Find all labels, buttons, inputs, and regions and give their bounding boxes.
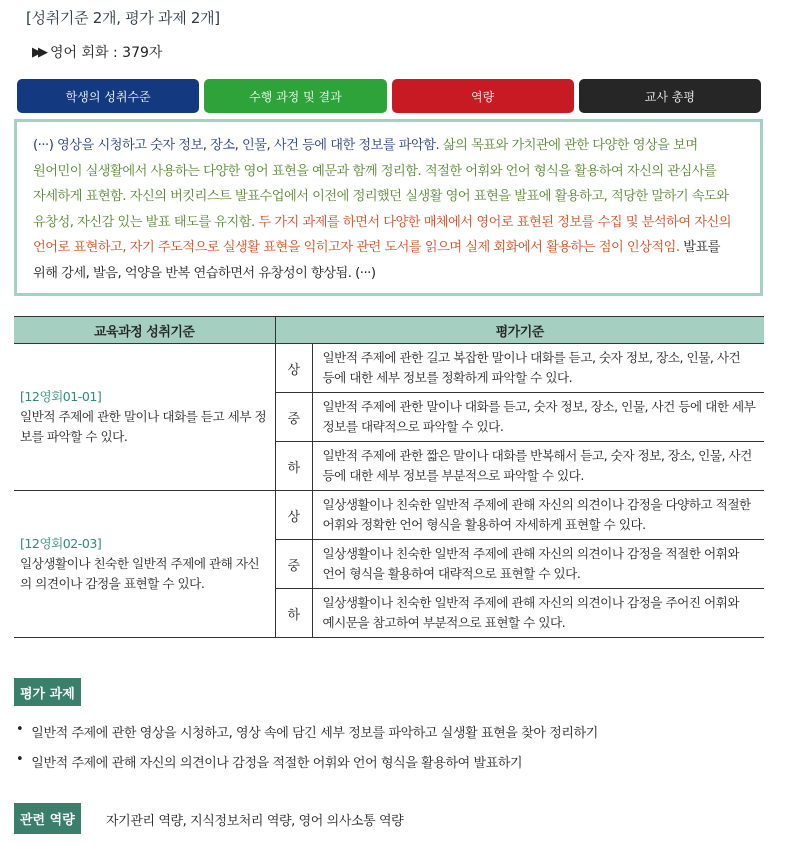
summary-box [14,119,763,296]
standard-text: 일상생활이나 친숙한 일반적 주제에 관해 자신의 의견이나 감정을 표현할 수 있다. [20,556,260,591]
competency-heading: 관련 역량 [14,803,81,834]
summary-competency: 두 가지 과제를 하면서 다양한 매체에서 영어로 표현된 정보를 수집 및 분석하여 자신의 언어로 표현하고, 자기 주도적으로 실생활 표현을 익히고자 관련 도서를 읽으며 실제 회화에서 활용하는 점이 인상적임. [33,214,732,255]
level-label: 하 [275,442,312,491]
criteria-table [14,316,764,638]
level-description: 일반적 주제에 관한 말이나 대화를 듣고, 숫자 정보, 장소, 인물, 사건 등에 대한 세부 정보를 대략적으로 파악할 수 있다. [312,393,764,442]
header-criteria: 평가기준 [275,317,764,344]
level-label: 중 [275,540,312,589]
list-item [16,752,598,782]
level-label: 하 [275,589,312,638]
task-text: 일반적 주제에 관해 자신의 의견이나 감정을 적절한 어휘와 언어 형식을 활용하여 발표하기 [31,756,523,771]
standard-code: [12영회02-03] [20,536,102,551]
level-label: 중 [275,393,312,442]
legend-process: 수행 과정 및 결과 [204,79,386,113]
level-description: 일반적 주제에 관한 길고 복잡한 말이나 대화를 듣고, 숫자 정보, 장소, 인물, 사건 등에 대한 세부 정보를 정확하게 파악할 수 있다. [312,344,764,393]
level-description: 일상생활이나 친숙한 일반적 주제에 관해 자신의 의견이나 감정을 다양하고 적절한 어휘와 정확한 언어 형식을 활용하여 자세하게 표현할 수 있다. [312,491,764,540]
standard-code: [12영회01-01] [20,389,102,404]
level-description: 일상생활이나 친숙한 일반적 주제에 관해 자신의 의견이나 감정을 주어진 어휘와 예시문을 참고하여 부분적으로 표현할 수 있다. [312,589,764,638]
subject-line [32,42,162,62]
legend-competency: 역량 [392,79,574,113]
standard-cell [14,344,275,491]
bullet-icon: • [16,722,24,737]
tasks-heading: 평가 과제 [14,678,81,706]
task-text: 일반적 주제에 관한 영상을 시청하고, 영상 속에 담긴 세부 정보를 파악하고 실생활 표현을 찾아 정리하기 [31,726,598,741]
bullet-icon: • [16,752,24,767]
competency-text: 자기관리 역량, 지식정보처리 역량, 영어 의사소통 역량 [106,814,404,829]
level-description: 일상생활이나 친숙한 일반적 주제에 관해 자신의 의견이나 감정을 적절한 어휘와 언어 형식을 활용하여 대략적으로 표현할 수 있다. [312,540,764,589]
level-description: 일반적 주제에 관한 짧은 말이나 대화를 반복해서 듣고, 숫자 정보, 장소, 인물, 사건 등에 대한 세부 정보를 부분적으로 파악할 수 있다. [312,442,764,491]
task-list [16,722,598,782]
level-label: 상 [275,491,312,540]
legend-achievement: 학생의 성취수준 [17,79,199,113]
double-arrow-icon: ▶▶ [32,44,44,60]
list-item [16,722,598,752]
summary-achievement: (···) 영상을 시청하고 숫자 정보, 장소, 인물, 사건 등에 대한 정보를 파악함. [33,138,440,153]
legend-teacher-review: 교사 총평 [579,79,761,113]
summary-process: 삶의 목표와 가치관에 관한 다양한 영상을 보며 원어민이 실생활에서 사용하는 다양한 영어 표현을 예문과 함께 정리함. 적절한 어휘와 언어 형식을 활용하여 자신의 관심사를 자세하게 표현함. 자신의 버킷리스트 발표수업에서 이전에 정리했던 실생활 영어 표현을 발표에 활용하고, 적당한 말하기 속도와 유창성, 자신감 있는 발표 태도를 유지함. [33,138,729,230]
page-title: [성취기준 2개, 평가 과제 2개] [26,9,220,27]
subject-label: 영어 회화 : 379자 [50,45,163,61]
header-standard: 교육과정 성취기준 [14,317,275,344]
summary-teacher-review: 발표를 위해 강세, 발음, 억양을 반복 연습하면서 유창성이 향상됨. (···) [33,240,720,281]
standard-text: 일반적 주제에 관한 말이나 대화를 듣고 세부 정보를 파악할 수 있다. [20,409,267,444]
color-legend [17,79,761,113]
level-label: 상 [275,344,312,393]
table-row [14,491,764,540]
table-row [14,344,764,393]
standard-cell [14,491,275,638]
